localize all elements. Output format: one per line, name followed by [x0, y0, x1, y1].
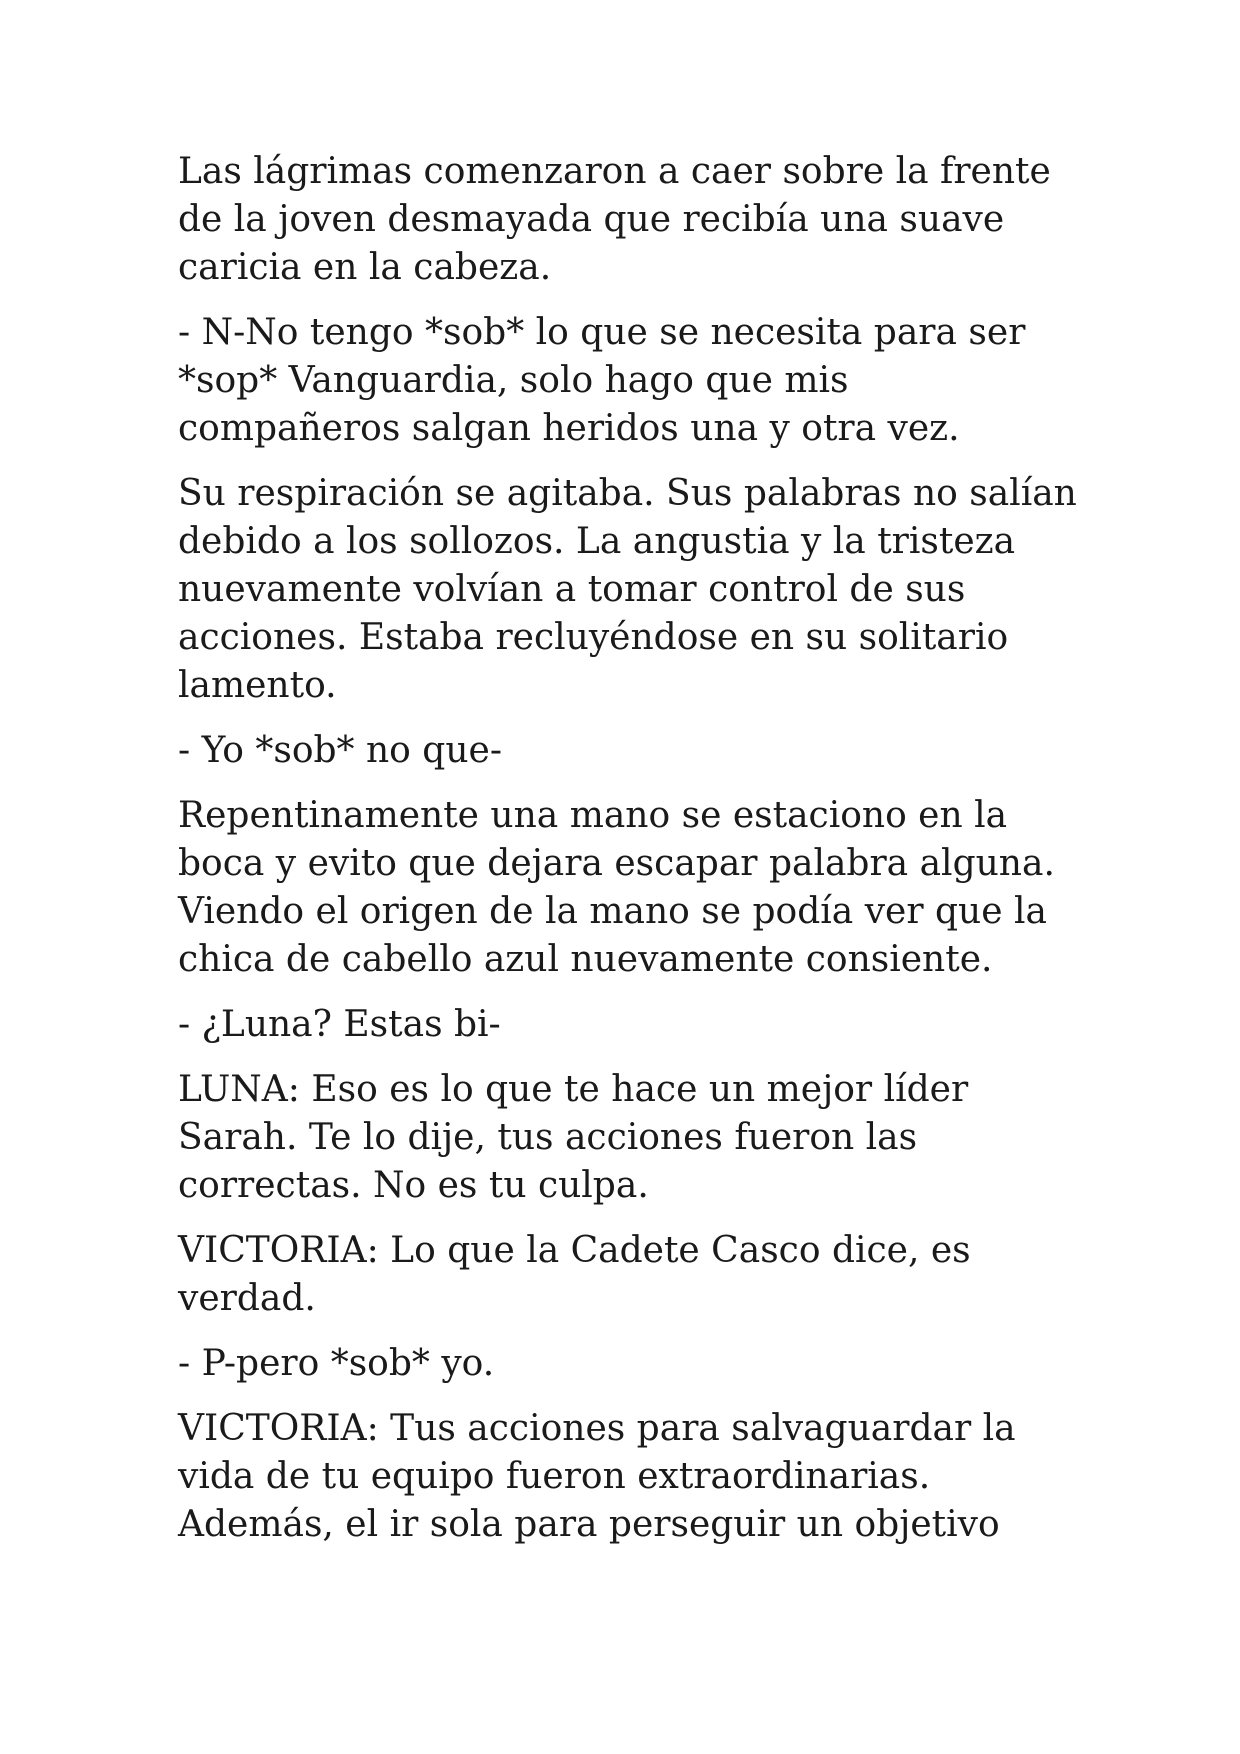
dialogue-line: VICTORIA: Tus acciones para salvaguardar la vida de tu equipo fueron extraordinarias. Además, el ir sola para perseguir un objetivo [178, 1408, 1016, 1545]
dialogue-line: - Yo *sob* no que- [178, 730, 502, 771]
dialogue-line: - P-pero *sob* yo. [178, 1343, 495, 1384]
text-body [178, 148, 1078, 1566]
dialogue-line: LUNA: Eso es lo que te hace un mejor líder Sarah. Te lo dije, tus acciones fueron las correctas. No es tu culpa. [178, 1069, 969, 1206]
dialogue-line: - N-No tengo *sob* lo que se necesita para ser *sop* Vanguardia, solo hago que mis compañeros salgan heridos una y otra vez. [178, 312, 1026, 449]
dialogue-line: - ¿Luna? Estas bi- [178, 1004, 501, 1045]
paragraph: Su respiración se agitaba. Sus palabras no salían debido a los sollozos. La angustia y la tristeza nuevamente volvían a tomar control de sus acciones. Estaba recluyéndose en su solitario lamento. [178, 473, 1077, 706]
dialogue-line: VICTORIA: Lo que la Cadete Casco dice, es verdad. [178, 1230, 971, 1319]
paragraph: Las lágrimas comenzaron a caer sobre la frente de la joven desmayada que recibía una suave caricia en la cabeza. [178, 151, 1051, 288]
paragraph: Repentinamente una mano se estaciono en la boca y evito que dejara escapar palabra alguna. Viendo el origen de la mano se podía ver que la chica de cabello azul nuevamente consiente. [178, 795, 1055, 980]
